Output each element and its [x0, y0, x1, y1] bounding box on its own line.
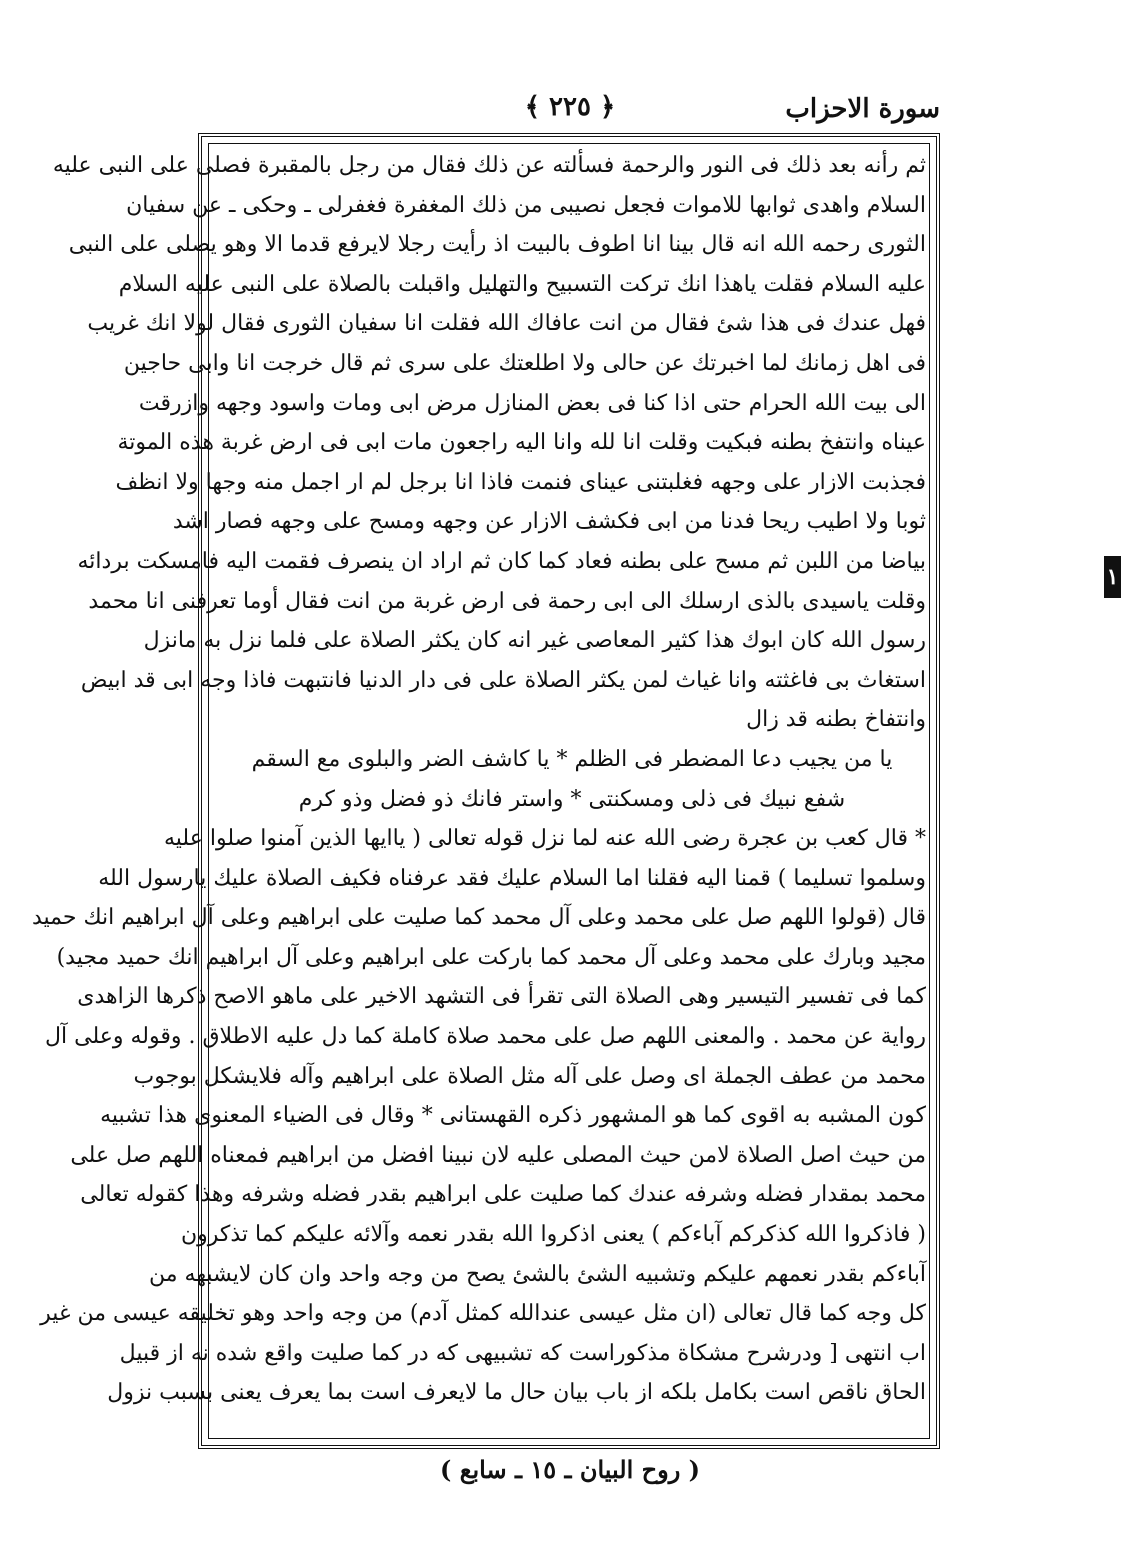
- text-line: * قال كعب بن عجرة رضى الله عنه لما نزل قوله تعالى ( ياايها الذين آمنوا صلوا عليه: [164, 826, 926, 852]
- text-line: محمد من عطف الجملة اى وصل على آله مثل الصلاة على ابراهيم وآله فلايشكل بوجوب: [133, 1063, 926, 1089]
- text-line: كما فى تفسير التيسير وهى الصلاة التى تقرأ فى التشهد الاخير على ماهو الاصح ذكرها الزاهدى: [77, 984, 926, 1010]
- text-line: الحاق ناقص است بكامل بلكه از باب بيان حال ما لايعرف است بما يعرف يعنى بسبب نزول: [107, 1380, 926, 1406]
- text-line: السلام واهدى ثوابها للاموات فجعل نصيبى من ذلك المغفرة فغفرلى ـ وحكى ـ عن سفيان: [126, 192, 926, 218]
- text-line: آباءكم بقدر نعمهم عليكم وتشبيه الشئ بالشئ يصح من وجه واحد وان كان لايشبهه من: [149, 1261, 926, 1287]
- text-line: رسول الله كان ابوك هذا كثير المعاصى غير انه كان يكثر الصلاة على فلما نزل به مانزل: [143, 628, 926, 654]
- text-line: كون المشبه به اقوى كما هو المشهور ذكره القهستانى * وقال فى الضياء المعنوى هذا تشبيه: [100, 1103, 926, 1129]
- text-line: وانتفاخ بطنه قد زال: [746, 707, 926, 733]
- side-tab-marker: ١: [1104, 556, 1121, 598]
- surah-title: سورة الاحزاب: [785, 94, 940, 124]
- page-header: [200, 92, 940, 128]
- text-line: وسلموا تسليما ) قمنا اليه فقلنا اما السلام عليك فقد عرفناه فكيف الصلاة عليك يارسول الله: [98, 865, 926, 891]
- text-line: بياضا من اللبن ثم مسح على بطنه فعاد كما كان ثم اراد ان ينصرف فقمت اليه فامسكت بردائه: [77, 548, 926, 574]
- text-line: فهل عندك فى هذا شئ فقال من انت عافاك الله فقلت انا سفيان الثورى فقال لولا انك غريب: [87, 311, 926, 337]
- text-line: ثم رأنه بعد ذلك فى النور والرحمة فسألته عن ذلك فقال من رجل بالمقبرة فصلى على النبى عليه: [52, 153, 926, 178]
- text-line: فى اهل زمانك لما اخبرتك عن حالى ولا اطلعتك على سرى ثم قال خرجت انا وابى حاجين: [123, 350, 926, 376]
- poem-verse: يا من يجيب دعا المضطر فى الظلم * يا كاشف الضر والبلوى مع السقم: [251, 746, 893, 772]
- text-line: عليه السلام فقلت ياهذا انك تركت التسبيح والتهليل واقبلت بالصلاة على النبى عليه السلام: [118, 271, 926, 297]
- text-line: ثوبا ولا اطيب ريحا فدنا من ابى فكشف الازار عن وجهه ومسح على وجهه فصار اشد: [172, 509, 926, 535]
- text-line: مجيد وبارك على محمد وعلى آل محمد كما باركت على ابراهيم وعلى آل ابراهيم انك حميد مجيد): [56, 944, 926, 970]
- text-line: استغاث بى فاغثته وانا غياث لمن يكثر الصلاة على فى دار الدنيا فانتبهت فاذا وجه ابى قد ابيض: [80, 667, 926, 693]
- text-line: فجذبت الازار على وجهه فغلبتنى عيناى فنمت فاذا انا برجل لم ار اجمل منه وجها ولا انظف: [115, 469, 926, 495]
- text-line: عيناه وانتفخ بطنه فبكيت وقلت انا لله وانا اليه راجعون مات ابى فى ارض غربة هذه الموتة: [117, 430, 926, 456]
- text-line: وقلت ياسيدى بالذى ارسلك الى ابى رحمة فى ارض غربة من انت فقال أوما تعرفنى انا محمد: [88, 588, 926, 614]
- text-line: الثورى رحمه الله انه قال بينا انا اطوف بالبيت اذ رأيت رجلا لايرفع قدما الا وهو يصلى على النبى: [68, 232, 926, 258]
- main-text: [31, 146, 926, 1413]
- page-number: ﴿ ٢٢٥ ﴾: [524, 92, 616, 122]
- text-line: اب انتهى [ ودرشرح مشكاة مذكوراست كه تشبيهى كه در كما صليت واقع شده نه از قبيل: [119, 1340, 926, 1366]
- text-line: من حيث اصل الصلاة لامن حيث المصلى عليه لان نبينا افضل من ابراهيم فمعناه اللهم صل على: [70, 1142, 926, 1168]
- text-line: الى بيت الله الحرام حتى اذا كنا فى بعض المنازل مرض ابى ومات واسود وجهه وازرقت: [138, 390, 926, 416]
- text-line: قال (قولوا اللهم صل على محمد وعلى آل محمد كما صليت على ابراهيم وعلى آل ابراهيم انك حميد: [31, 905, 926, 931]
- text-line: رواية عن محمد . والمعنى اللهم صل على محمد صلاة كاملة كما دل عليه الاطلاق . وقوله وعلى آل: [45, 1024, 926, 1050]
- poem-verse: شفع نبيك فى ذلى ومسكنتى * واستر فانك ذو فضل وذو كرم: [298, 786, 846, 812]
- text-line: كل وجه كما قال تعالى (ان مثل عيسى عندالله كمثل آدم) من وجه واحد وهو تخليقه عيسى من غير: [40, 1301, 926, 1327]
- footer-signature: ( روح البيان ـ ١٥ ـ سابع ): [440, 1455, 700, 1484]
- text-line: محمد بمقدار فضله وشرفه عندك كما صليت على ابراهيم بقدر فضله وشرفه وهذا كقوله تعالى: [80, 1182, 926, 1208]
- text-line: ( فاذكروا الله كذكركم آباءكم ) يعنى اذكروا الله بقدر نعمه وآلائه عليكم كما تذكرون: [180, 1222, 926, 1248]
